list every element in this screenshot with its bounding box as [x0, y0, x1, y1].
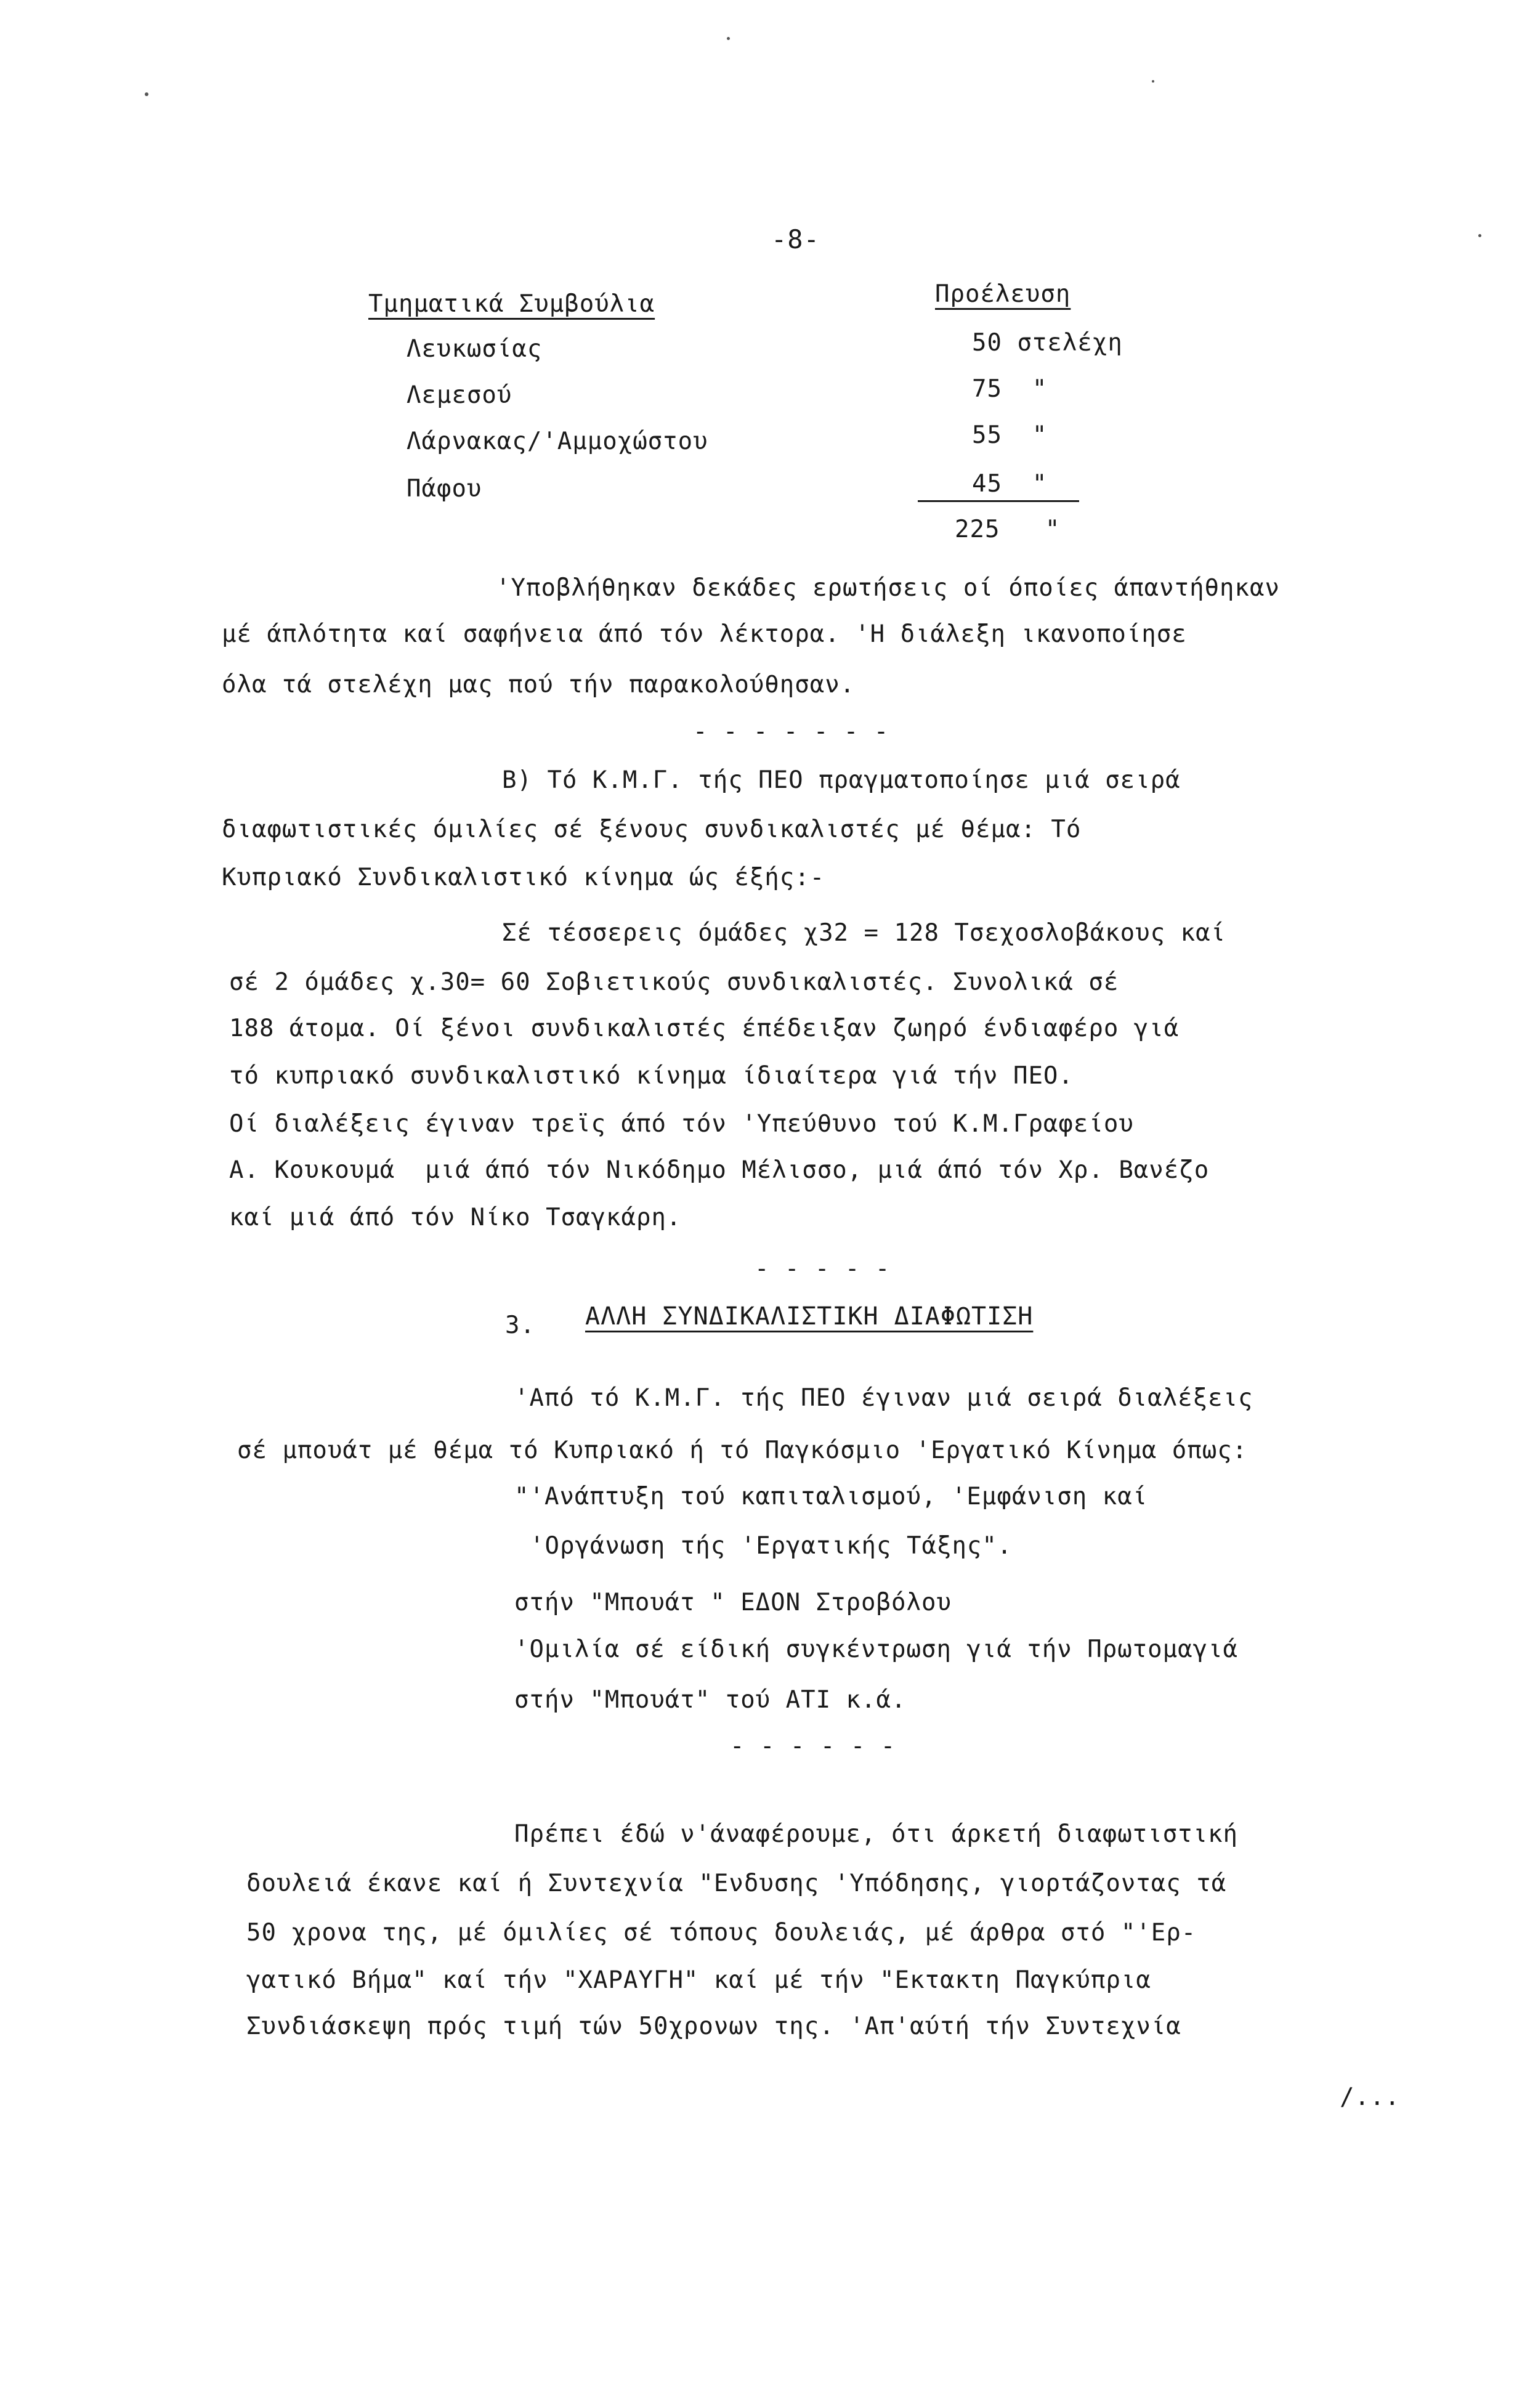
table-row-label: Λάρνακας/'Αμμοχώστου	[407, 428, 708, 455]
table-row-label: Λεμεσού	[407, 381, 512, 409]
paragraph-line: Σέ τέσσερεις όμάδες χ32 = 128 Τσεχοσλοβάκους καί	[502, 919, 1226, 947]
paragraph-line: Πρέπει έδώ ν'άναφέρουμε, ότι άρκετή διαφωτιστική	[514, 1820, 1239, 1848]
table-row-value: 75 "	[972, 375, 1048, 403]
scan-speck	[727, 37, 730, 40]
list-line: 'Οργάνωση τής 'Εργατικής Τάξης".	[530, 1532, 1013, 1560]
paragraph-line: σέ 2 όμάδες χ.30= 60 Σοβιετικούς συνδικαλιστές. Συνολικά σέ	[229, 968, 1119, 996]
paragraph-line: 'Από τό Κ.Μ.Γ. τής ΠΕΟ έγιναν μιά σειρά διαλέξεις	[514, 1384, 1253, 1412]
paragraph-line: Οί διαλέξεις έγιναν τρεϊς άπό τόν 'Υπεύθυνο τού Κ.Μ.Γραφείου	[229, 1110, 1134, 1138]
paragraph-line: όλα τά στελέχη μας πού τήν παρακολούθησαν.	[222, 671, 856, 699]
list-line: "'Ανάπτυξη τού καπιταλισμού, 'Εμφάνιση καί	[514, 1483, 1148, 1510]
paragraph-line: σέ μπουάτ μέ θέμα τό Κυπριακό ή τό Παγκόσμιο 'Εργατικό Κίνημα όπως:	[237, 1437, 1248, 1464]
paragraph-line: γατικό Βήμα" καί τήν "ΧΑΡΑΥΓΗ" καί μέ τήν "Εκτακτη Παγκύπρια	[246, 1966, 1151, 1994]
paragraph-line: καί μιά άπό τόν Νίκο Τσαγκάρη.	[229, 1204, 682, 1231]
list-line: 'Ομιλία σέ είδική συγκέντρωση γιά τήν Πρωτομαγιά	[514, 1636, 1239, 1663]
table-row-value: 55 "	[972, 421, 1048, 449]
paragraph-line: Α. Κουκουμά μιά άπό τόν Νικόδημο Μέλισσο, μιά άπό τόν Χρ. Βανέζο	[229, 1156, 1210, 1184]
separator: - - - - - - -	[693, 718, 889, 745]
section-title: ΑΛΛΗ ΣΥΝΔΙΚΑΛΙΣΤΙΚΗ ΔΙΑΦΩΤΙΣΗ	[585, 1302, 1034, 1331]
table-row-value: 50 στελέχη	[972, 329, 1123, 357]
page-number: -8-	[771, 224, 820, 254]
table-row-label: Λευκωσίας	[407, 335, 543, 363]
list-line: στήν "Μπουάτ " ΕΔΟΝ Στροβόλου	[514, 1589, 952, 1616]
table-row-value: 45 "	[972, 470, 1048, 498]
scan-speck	[145, 92, 148, 96]
paragraph-line: 'Υποβλήθηκαν δεκάδες ερωτήσεις οί όποίες άπαντήθηκαν	[496, 574, 1280, 602]
list-line: στήν "Μπουάτ" τού ΑΤΙ κ.ά.	[514, 1686, 907, 1714]
paragraph-line: Συνδιάσκεψη πρός τιμή τών 50χρονων της. 'Απ'αύτή τήν Συντεχνία	[246, 2013, 1181, 2040]
paragraph-line: δουλειά έκανε καί ή Συντεχνία "Ενδυσης 'Υπόδησης, γιορτάζοντας τά	[246, 1870, 1227, 1897]
table-header-left: Τμηματικά Συμβούλια	[368, 290, 655, 318]
continuation-mark: /...	[1340, 2083, 1400, 2111]
scan-speck	[1152, 80, 1154, 83]
paragraph-line: διαφωτιστικές όμιλίες σέ ξένους συνδικαλιστές μέ θέμα: Τό	[222, 816, 1082, 843]
separator: - - - - - -	[730, 1732, 896, 1760]
paragraph-line: 50 χρονα της, μέ όμιλίες σέ τόπους δουλειάς, μέ άρθρα στό "'Ερ-	[246, 1919, 1197, 1947]
separator: - - - - -	[755, 1255, 891, 1283]
scan-speck	[1478, 234, 1481, 237]
table-total-rule	[918, 500, 1079, 502]
paragraph-line: 188 άτομα. Οί ξένοι συνδικαλιστές έπέδειξαν ζωηρό ένδιαφέρο γιά	[229, 1015, 1180, 1042]
paragraph-line: Β) Τό Κ.Μ.Γ. τής ΠΕΟ πραγματοποίησε μιά σειρά	[502, 766, 1181, 794]
section-number: 3.	[505, 1311, 535, 1339]
table-total: 225 "	[955, 516, 1061, 543]
table-header-right: Προέλευση	[935, 280, 1071, 308]
paragraph-line: τό κυπριακό συνδικαλιστικό κίνημα ίδιαίτερα γιά τήν ΠΕΟ.	[229, 1062, 1074, 1090]
paragraph-line: μέ άπλότητα καί σαφήνεια άπό τόν λέκτορα. 'Η διάλεξη ικανοποίησε	[222, 620, 1187, 648]
paragraph-line: Κυπριακό Συνδικαλιστικό κίνημα ώς έξής:-	[222, 864, 825, 891]
table-row-label: Πάφου	[407, 475, 482, 503]
